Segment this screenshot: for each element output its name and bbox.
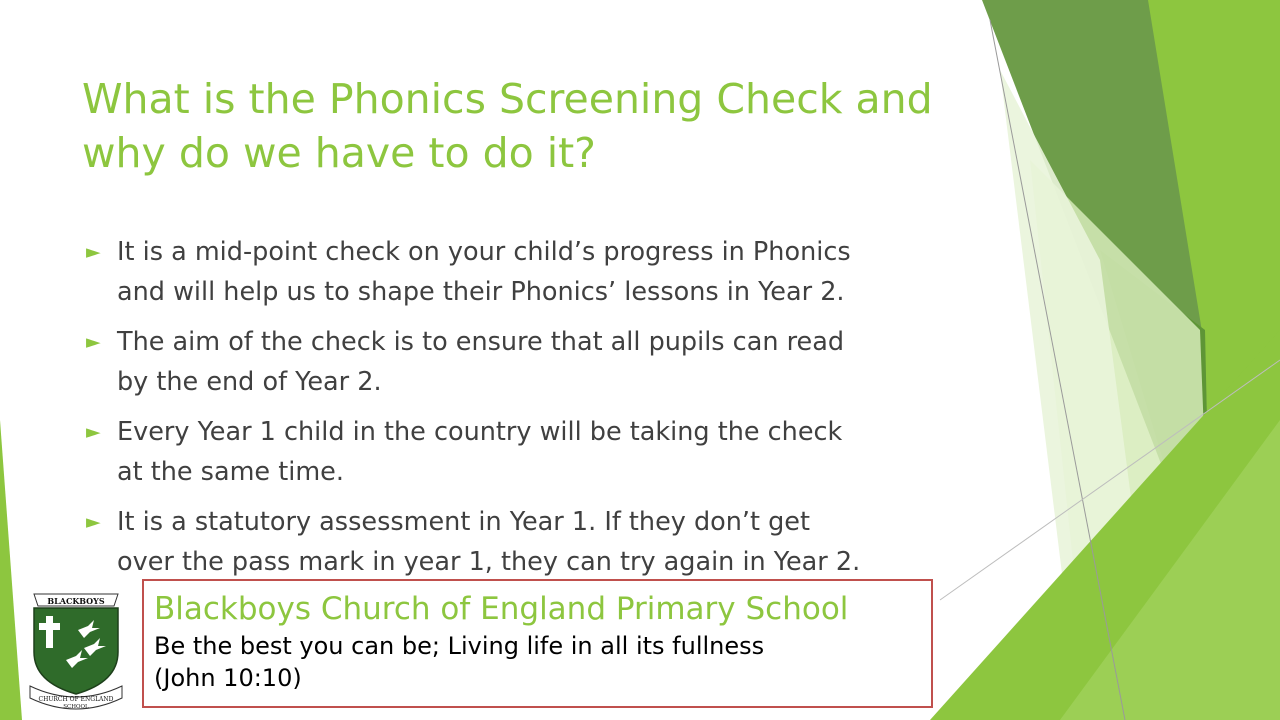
logo-top-text: BLACKBOYS: [47, 596, 105, 606]
bullet-text: [117, 412, 966, 492]
bullet-text: [117, 232, 966, 312]
cross-icon: [46, 616, 53, 648]
cross-bar: [39, 623, 60, 630]
bullet-item: [86, 322, 966, 402]
motto-line: Be the best you can be; Living life in all its fullness: [154, 632, 765, 660]
bullet-list: [86, 232, 966, 592]
bullet-line: and will help us to shape their Phonics’ lessons in Year 2.: [117, 277, 845, 307]
bullet-item: [86, 232, 966, 312]
bullet-item: [86, 502, 966, 582]
bullet-text: [117, 322, 966, 402]
bullet-text: [117, 502, 966, 582]
bullet-line: Every Year 1 child in the country will be taking the check: [117, 417, 843, 447]
school-info-box: [142, 579, 933, 708]
bullet-line: at the same time.: [117, 457, 344, 487]
slide-title: [82, 72, 982, 180]
triangle-bullet-icon: ►: [86, 511, 101, 533]
bullet-line: over the pass mark in year 1, they can try again in Year 2.: [117, 547, 861, 577]
title-line: why do we have to do it?: [82, 129, 596, 177]
school-name: Blackboys Church of England Primary School: [154, 591, 849, 627]
bullet-line: The aim of the check is to ensure that all pupils can read: [117, 327, 845, 357]
bullet-item: [86, 412, 966, 492]
bullet-line: It is a statutory assessment in Year 1. If they don’t get: [117, 507, 810, 537]
triangle-bullet-icon: ►: [86, 241, 101, 263]
triangle-bullet-icon: ►: [86, 421, 101, 443]
triangle-bullet-icon: ►: [86, 331, 101, 353]
school-motto: [154, 630, 921, 694]
bullet-line: by the end of Year 2.: [117, 367, 382, 397]
title-line: What is the Phonics Screening Check and: [82, 75, 933, 123]
logo-bottom-text: CHURCH OF ENGLAND: [38, 696, 114, 703]
logo-bottom-text: SCHOOL: [63, 704, 89, 710]
left-green-sliver: [0, 420, 22, 720]
school-logo: [26, 590, 126, 720]
bullet-line: It is a mid-point check on your child’s progress in Phonics: [117, 237, 851, 267]
motto-line: (John 10:10): [154, 664, 302, 692]
